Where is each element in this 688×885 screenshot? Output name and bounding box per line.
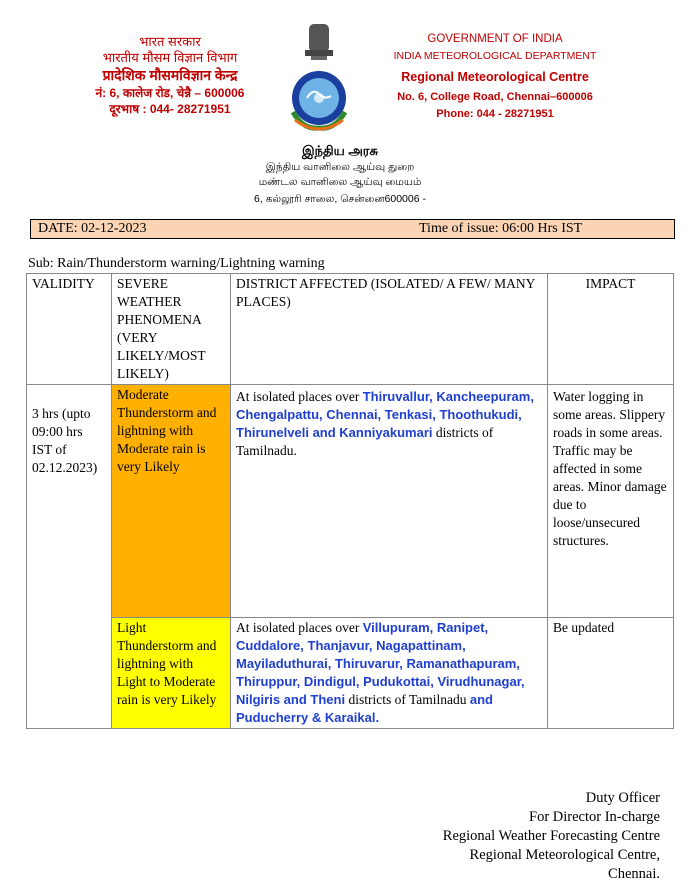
english-line-5: Phone: 044 - 28271951 (436, 108, 554, 120)
header-district: DISTRICT AFFECTED (ISOLATED/ A FEW/ MANY PLACES) (231, 274, 548, 385)
signature-line-5: Chennai. (608, 866, 660, 882)
phenomenon-cell-2: Light Thunderstorm and lightning with Light to Moderate rain is very Likely (112, 618, 231, 729)
district-cell-1 (231, 385, 548, 618)
date-text: DATE: 02-12-2023 (38, 221, 147, 236)
english-line-4: No. 6, College Road, Chennai–600006 (397, 91, 593, 103)
hindi-line-5: दूरभाष : 044- 28271951 (109, 102, 231, 116)
date-bar (30, 219, 675, 239)
hindi-line-1: भारत सरकार (139, 34, 201, 49)
english-line-3: Regional Meteorological Centre (401, 70, 589, 84)
district-suffix-2: districts of Tamilnadu (345, 692, 470, 707)
signature-line-1: Duty Officer (585, 790, 660, 806)
imd-emblem-icon (283, 20, 355, 132)
hindi-line-4: नं: 6, कालेज रोड, चेन्नै – 600006 (95, 86, 245, 100)
issue-time-text: Time of issue: 06:00 Hrs IST (419, 221, 583, 236)
header-phenomena: SEVERE WEATHER PHENOMENA (VERY LIKELY/MOST LIKELY) (112, 274, 231, 385)
hindi-line-3: प्रादेशिक मौसमविज्ञान केन्द्र (102, 67, 238, 83)
english-line-1: GOVERNMENT OF INDIA (427, 33, 563, 45)
ashoka-lion-capital-icon (305, 24, 333, 60)
tamil-line-1: இந்திய அரசு (301, 143, 379, 158)
district-prefix-1: At isolated places over (236, 389, 363, 404)
impact-cell-2: Be updated (548, 618, 674, 729)
table-row (27, 618, 674, 729)
signature-block (443, 789, 660, 884)
signature-line-3: Regional Weather Forecasting Centre (442, 828, 660, 844)
district-cell-2 (231, 618, 548, 729)
header-validity: VALIDITY (27, 274, 112, 385)
district-prefix-2: At isolated places over (236, 620, 363, 635)
signature-line-2: For Director In-charge (529, 809, 660, 825)
table-header-row (27, 274, 674, 385)
district-suffix-1: districts of Tamilnadu. (236, 425, 494, 458)
hindi-header (60, 34, 280, 117)
tamil-header (200, 142, 480, 208)
district-extra-2: and Puducherry & Karaikal. (236, 692, 493, 725)
english-header (370, 31, 620, 123)
impact-cell-1: Water logging in some areas. Slippery roads in some areas. Traffic may be affected in some areas. Minor damage due to loose/unsecured structures. (548, 385, 674, 618)
hindi-line-2: भारतीय मौसम विज्ञान विभाग (102, 50, 238, 65)
warning-table (26, 273, 674, 729)
table-row (27, 385, 674, 618)
validity-cell: 3 hrs (upto 09:00 hrs IST of 02.12.2023) (27, 385, 112, 729)
district-names-2: Villupuram, Ranipet, Cuddalore, Thanjavur, Nagapattinam, Mayiladuthurai, Thiruvarur, Ramanathapuram, Thiruppur, Dindigul, Pudukottai, Virudhunagar, Nilgiris and Theni (236, 620, 525, 707)
english-line-2: INDIA METEOROLOGICAL DEPARTMENT (393, 50, 597, 62)
signature-line-4: Regional Meteorological Centre, (469, 847, 660, 863)
tamil-line-2: இந்திய வானிலை ஆய்வு துறை (265, 161, 415, 173)
subject-line: Sub: Rain/Thunderstorm warning/Lightning warning (28, 256, 325, 271)
phenomenon-cell-1: Moderate Thunderstorm and lightning with Moderate rain is very Likely (112, 385, 231, 618)
tamil-line-4: 6, கல்லூரி சாலை, சென்னை600006 - (254, 193, 426, 205)
tamil-line-3: மண்டல வானிலை ஆய்வு மையம் (258, 176, 422, 188)
header-impact: IMPACT (548, 274, 674, 385)
district-names-1: Thiruvallur, Kancheepuram, Chengalpattu, Chennai, Tenkasi, Thoothukudi, Thirunelveli and Kanniyakumari (236, 389, 534, 440)
